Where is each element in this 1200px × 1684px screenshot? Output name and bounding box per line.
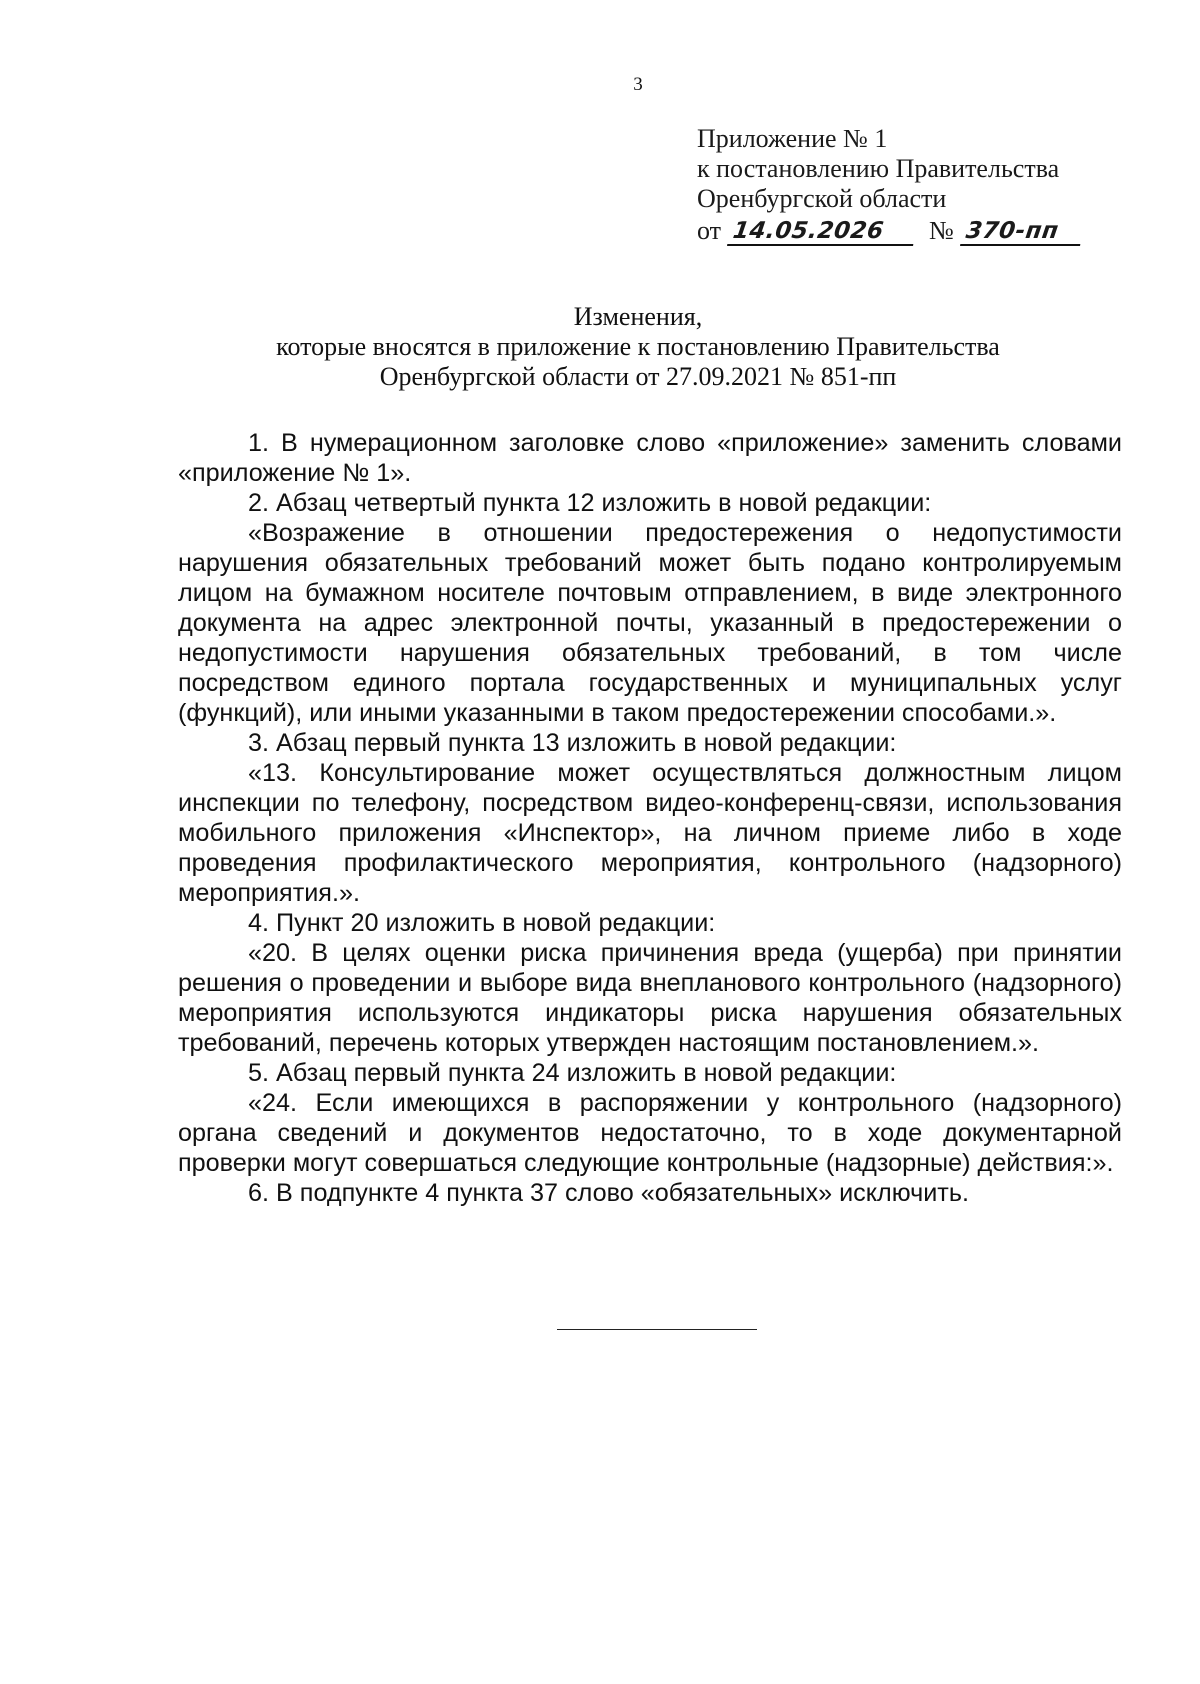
handwritten-date: 14.05.2026	[727, 218, 917, 246]
paragraph-4: 3. Абзац первый пункта 13 изложить в новой редакции:	[248, 729, 897, 757]
title-line-2: которые вносятся в приложение к постановлению Правительства	[276, 332, 1000, 361]
paragraph-10: 6. В подпункте 4 пункта 37 слово «обязательных» исключить.	[248, 1179, 969, 1207]
handwritten-number: 370-пп	[960, 218, 1084, 246]
paragraph-7: «20. В целях оценки риска причинения вреда (ущерба) при принятии решения о проведении и выборе вида внепланового контрольного (надзорного) мероприятия используются индикаторы риска нарушения обязательных требований, перечень которых утвержден настоящим постановлением.».	[178, 939, 1122, 1057]
annex-header	[697, 124, 1137, 246]
annex-region: Оренбургской области	[697, 184, 947, 213]
document-body	[178, 428, 1122, 1208]
annex-date-number-line	[697, 214, 1137, 246]
paragraph-9: «24. Если имеющихся в распоряжении у контрольного (надзорного) органа сведений и документов недостаточно, то в ходе документарной проверки могут совершаться следующие контрольные (надзорные) действия:».	[178, 1089, 1122, 1177]
document-title	[0, 302, 1200, 392]
from-label: от	[697, 216, 722, 245]
number-label: №	[929, 216, 954, 245]
paragraph-3: «Возражение в отношении предостережения о недопустимости нарушения обязательных требований может быть подано контролируемым лицом на бумажном носителе почтовым отправлением, в виде электронного документа на адрес электронной почты, указанный в предостережении о недопустимости нарушения обязательных требований, в том числе посредством единого портала государственных и муниципальных услуг (функций), или иными указанными в таком предостережении способами.».	[178, 519, 1122, 727]
paragraph-1: 1. В нумерационном заголовке слово «приложение» заменить словами «приложение № 1».	[178, 429, 1122, 487]
annex-reference: к постановлению Правительства	[697, 154, 1060, 183]
annex-title: Приложение № 1	[697, 124, 888, 153]
paragraph-8: 5. Абзац первый пункта 24 изложить в новой редакции:	[248, 1059, 897, 1087]
paragraph-5: «13. Консультирование может осуществляться должностным лицом инспекции по телефону, посредством видео-конференц-связи, использования мобильного приложения «Инспектор», на личном приеме либо в ходе проведения профилактического мероприятия, контрольного (надзорного) мероприятия.».	[178, 759, 1122, 907]
title-line-3: Оренбургской области от 27.09.2021 № 851-пп	[379, 362, 897, 391]
paragraph-6: 4. Пункт 20 изложить в новой редакции:	[248, 909, 716, 937]
paragraph-2: 2. Абзац четвертый пункта 12 изложить в новой редакции:	[248, 489, 932, 517]
end-divider	[557, 1329, 757, 1330]
title-line-1: Изменения,	[573, 302, 703, 331]
page-number: 3	[633, 74, 643, 95]
